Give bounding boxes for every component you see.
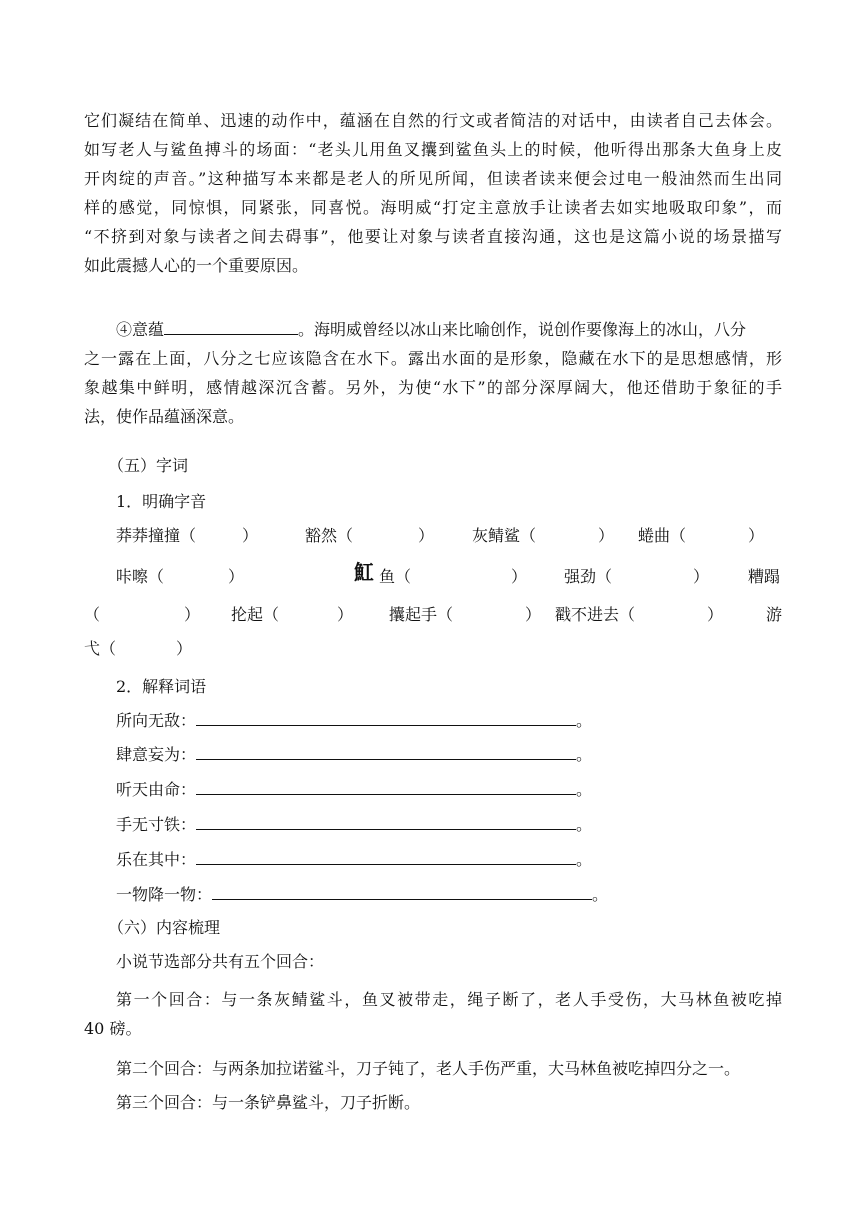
- yiyun-prefix: ④意蕴: [116, 320, 165, 339]
- word-label: 灰鲭鲨（: [472, 526, 537, 545]
- term-end: 。: [576, 780, 593, 799]
- word-label: 弋（: [84, 639, 117, 658]
- paren-close: ）: [748, 526, 765, 545]
- definition-row: [116, 845, 592, 874]
- word-label: 强劲（: [564, 567, 613, 586]
- paragraph-yiyun-first-line: [116, 315, 746, 344]
- word-large-char: 魟: [354, 560, 374, 584]
- paragraph-writing-style: [84, 106, 782, 280]
- word-label: 攮起手（: [389, 605, 454, 624]
- text-line: 开肉绽的声音。”这种描写本来都是老人的所见所闻，但读者读来便会过电一般油然而生出同: [84, 169, 782, 188]
- definition-row: [116, 775, 592, 804]
- word-label: 鱼（: [379, 567, 412, 586]
- paren-close: ）: [337, 605, 354, 624]
- paren-open: （: [84, 605, 101, 624]
- text-line: “不挤到对象与读者之间去碍事”，他要让对象与读者直接沟通，这也是这篇小说的场景描写: [84, 227, 782, 246]
- round-2-text: 第二个回合：与两条加拉诺鲨斗，刀子钝了，老人手伤严重，大马林鱼被吃掉四分之一。: [116, 1059, 741, 1078]
- word-label: 咔嚓（: [116, 567, 165, 586]
- paren-close: ）: [418, 526, 435, 545]
- term-label: 肆意妄为：: [116, 745, 197, 764]
- text-line: 象越集中鲜明，感情越深沉含蓄。另外，为使“水下”的部分深厚阔大，他还借助于象征的手: [84, 378, 782, 397]
- term-end: 。: [592, 885, 609, 904]
- word-label: 豁然（: [305, 526, 354, 545]
- definition-row: [116, 706, 592, 735]
- paren-close: ）: [176, 639, 193, 658]
- paren-close: ）: [598, 526, 615, 545]
- term-label: 一物降一物：: [116, 885, 213, 904]
- word-label: 蜷曲（: [638, 526, 687, 545]
- answer-blank[interactable]: [196, 707, 576, 726]
- section-heading: （五）字词: [108, 456, 189, 475]
- paren-close: ）: [707, 605, 724, 624]
- yiyun-suffix: 。海明威曾经以冰山来比喻创作，说创作要像海上的冰山，八分: [298, 320, 747, 339]
- text-line: 如写老人与鲨鱼搏斗的场面：“老头儿用鱼叉攮到鲨鱼头上的时候，他听得出那条大鱼身上皮: [84, 140, 782, 159]
- round-3-text: 第三个回合：与一条铲鼻鲨斗，刀子折断。: [116, 1093, 421, 1112]
- text-line: 40 磅。: [84, 1019, 142, 1038]
- paren-close: ）: [184, 605, 201, 624]
- answer-blank[interactable]: [212, 881, 592, 900]
- subsection-heading: 2．解释词语: [116, 677, 207, 696]
- term-label: 乐在其中：: [116, 850, 197, 869]
- paren-close: ）: [242, 526, 259, 545]
- definition-row: [116, 740, 592, 769]
- text-line: 它们凝结在简单、迅速的动作中，蕴涵在自然的行文或者简洁的对话中，由读者自己去体会。: [84, 111, 782, 130]
- word-label: 莽莽撞撞（: [116, 526, 197, 545]
- term-label: 手无寸铁：: [116, 815, 197, 834]
- subsection-heading: 1．明确字音: [116, 492, 207, 511]
- term-end: 。: [576, 815, 593, 834]
- answer-blank[interactable]: [196, 741, 576, 760]
- fill-in-blank[interactable]: [164, 316, 298, 335]
- definition-row: [116, 880, 608, 909]
- answer-blank[interactable]: [196, 776, 576, 795]
- round-1-paragraph: [84, 985, 782, 1043]
- term-end: 。: [576, 711, 593, 730]
- text-line: 之一露在上面，八分之七应该隐含在水下。露出水面的是形象，隐藏在水下的是思想感情，形: [84, 349, 782, 368]
- text-line: 法，使作品蕴涵深意。: [84, 407, 245, 426]
- term-end: 。: [576, 850, 593, 869]
- paren-close: ）: [228, 567, 245, 586]
- definition-row: [116, 810, 592, 839]
- answer-blank[interactable]: [196, 811, 576, 830]
- paren-close: ）: [693, 567, 710, 586]
- term-end: 。: [576, 745, 593, 764]
- intro-text: 小说节选部分共有五个回合：: [116, 952, 325, 971]
- word-label: 戳不进去（: [555, 605, 636, 624]
- word-label: 抡起（: [231, 605, 280, 624]
- answer-blank[interactable]: [196, 846, 576, 865]
- word-label: 游: [766, 605, 783, 624]
- paren-close: ）: [511, 567, 528, 586]
- term-label: 听天由命：: [116, 780, 197, 799]
- paren-close: ）: [525, 605, 542, 624]
- paragraph-yiyun: [84, 344, 782, 431]
- text-line: 样的感觉，同惊惧，同紧张，同喜悦。海明威“打定主意放手让读者去如实地吸取印象”，而: [84, 198, 782, 217]
- term-label: 所向无敌：: [116, 711, 197, 730]
- word-label: 糟蹋: [748, 567, 781, 586]
- text-line: 如此震撼人心的一个重要原因。: [84, 256, 309, 275]
- text-line: 第一个回合：与一条灰鲭鲨斗，鱼叉被带走，绳子断了，老人手受伤，大马林鱼被吃掉: [116, 990, 782, 1009]
- section-heading: （六）内容梳理: [108, 918, 221, 937]
